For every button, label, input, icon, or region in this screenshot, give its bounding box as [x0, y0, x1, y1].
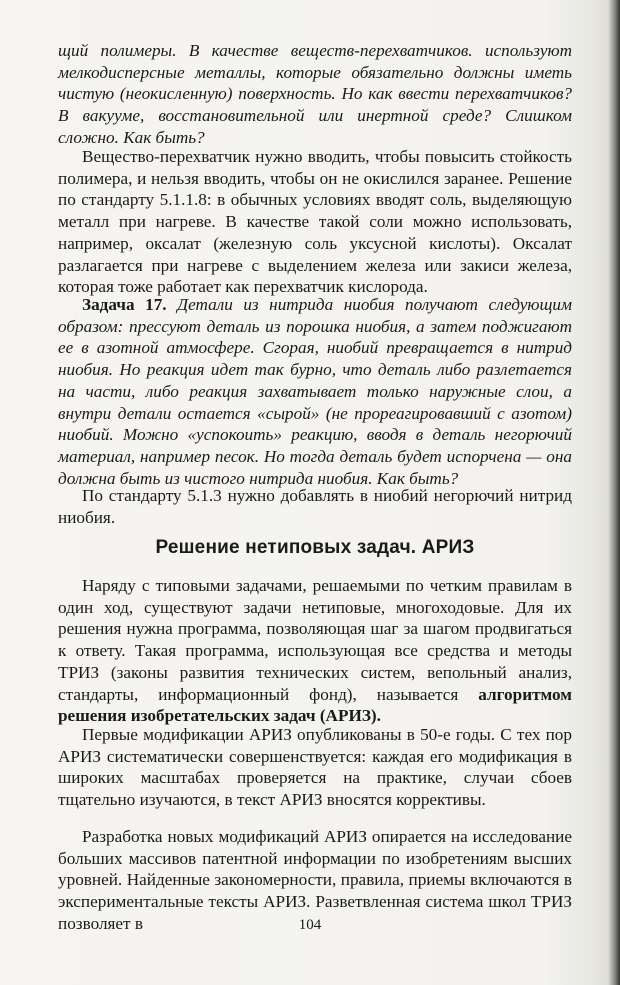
- task17-label: Задача 17.: [82, 295, 167, 314]
- para2-block: [58, 724, 572, 811]
- para1-block: [58, 575, 572, 727]
- section-heading: Решение нетиповых задач. АРИЗ: [155, 537, 475, 558]
- para3-paragraph: Разработка новых модификаций АРИЗ опирается на исследование больших массивов патентной информации по изобретениям высших уровней. Найденные закономерности, правила, приемы включаются в экспериментальные тексты АРИЗ. Разветвленная система школ ТРИЗ позволяет в: [58, 827, 572, 933]
- para1-paragraph: [58, 575, 572, 727]
- page-edge-shadow: [608, 0, 620, 985]
- para1-text: Наряду с типовыми задачами, решаемыми по четким правилам в один ход, существуют задачи нетиповые, многоходовые. Для их решения нужна программа, позволяющая шаг за шагом продвигаться к ответу. Такая программа, использующая все средства и методы ТРИЗ (законы развития технических систем, вепольный анализ, стандарты, информационный фонд), называется: [58, 576, 572, 704]
- intro-block: [58, 40, 572, 149]
- solution1-block: [58, 146, 572, 298]
- solution2-paragraph: По стандарту 5.1.3 нужно добавлять в ниобий негорючий нитрид ниобия.: [58, 486, 572, 527]
- task17-text: Детали из нитрида ниобия получают следующим образом: прессуют деталь из порошка ниобия, а затем поджигают ее в азотной атмосфере. Сгорая, ниобий превращается в нитрид ниобия. Но реакция идет так бурно, что деталь либо разлетается на части, либо реакция захватывает только наружные слои, а внутри детали остается «сырой» (не прореагировавший с азотом) ниобий. Можно «успокоить» реакцию, вводя в деталь негорючий материал, например песок. Но тогда деталь будет испорчена — она должна быть из чистого нитрида ниобия. Как быть?: [58, 295, 572, 488]
- page-number: 104: [298, 917, 322, 933]
- task17-block: [58, 294, 572, 489]
- solution1-paragraph: Вещество-перехватчик нужно вводить, чтобы повысить стойкость полимера, и нельзя вводить, чтобы он не окислился заранее. Решение по стандарту 5.1.1.8: в обычных условиях вводят соль, выделяющую металл при нагреве. В качестве такой соли можно использовать, например, оксалат (железную соль уксусной кислоты). Оксалат разлагается при нагреве с выделением железа или закиси железа, которая тоже работает как перехватчик кислорода.: [58, 147, 572, 297]
- para2-paragraph: Первые модификации АРИЗ опубликованы в 50-е годы. С тех пор АРИЗ систематически совершенствуется: каждая его модификация в широких масштабах проверяется на практике, случаи сбоев тщательно изучаются, в текст АРИЗ вносятся коррективы.: [58, 725, 572, 810]
- ariz-term: алгоритмом решения изобретательских задач (АРИЗ).: [58, 684, 573, 726]
- task17-paragraph: [58, 294, 572, 489]
- intro-paragraph: щий полимеры. В качестве веществ-перехватчиков. используют мелкодисперсные металлы, которые обязательно должны иметь чистую (неокисленную) поверхность. Но как ввести перехватчиков? В вакууме, восстановительной или инертной среде? Слишком сложно. Как быть?: [58, 41, 572, 147]
- solution2-block: [58, 485, 572, 528]
